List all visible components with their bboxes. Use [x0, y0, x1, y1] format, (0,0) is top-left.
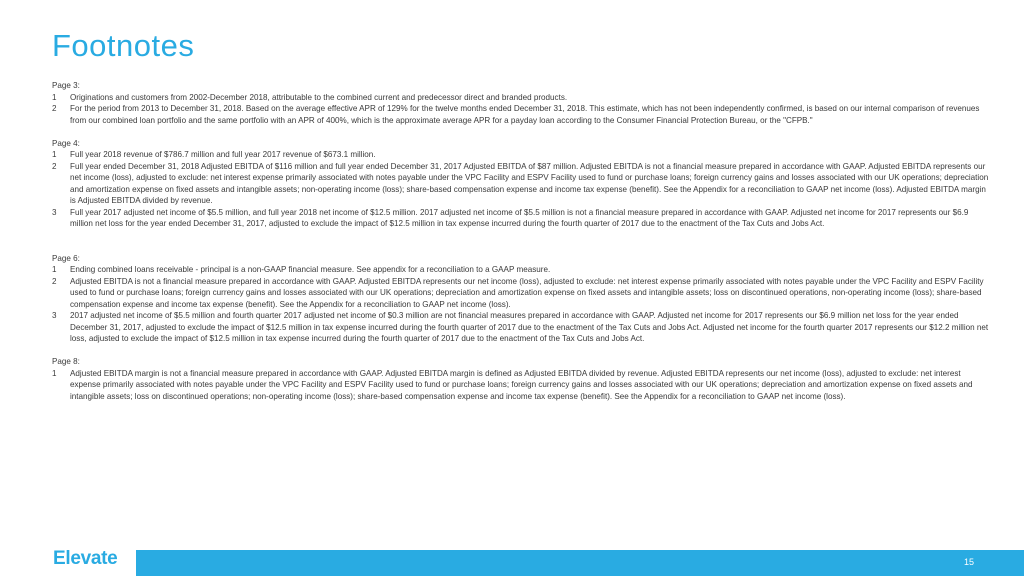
footnote-section-page-3: [52, 80, 992, 126]
footnote-text: Originations and customers from 2002-December 2018, attributable to the combined current and predecessor direct and branded products.: [70, 92, 568, 102]
footnote-item: [52, 368, 992, 403]
footnote-item: [52, 149, 992, 161]
footnote-number: 1: [52, 265, 57, 274]
footnote-text: For the period from 2013 to December 31, 2018. Based on the average effective APR of 129% for the twelve months ended December 31, 2018. This estimate, which has not been independently confirmed, is based on our internal comparison of revenues from our combined loan portfolio and the same portfolio with an APR of 400%, which is the approximate average APR for a payday loan according to the Consumer Financial Protection Bureau, or the "CFPB.": [70, 104, 980, 125]
footnote-item: [52, 207, 992, 230]
page-number: 15: [963, 557, 974, 567]
footnote-text: Ending combined loans receivable - principal is a non-GAAP financial measure. See appendix for a reconciliation to a GAAP measure.: [70, 265, 551, 274]
footnote-section-page-4: [52, 138, 992, 230]
footnote-number: 1: [52, 150, 57, 159]
footnote-text: Full year ended December 31, 2018 Adjusted EBITDA of $116 million and full year ended December 31, 2017 Adjusted EBITDA of $87 million. Adjusted EBITDA is not a financial measure prepared in accordance with GAAP. Adjusted EBITDA represents our net income (loss), adjusted to exclude: net interest expense primarily associated with notes payable under the VPC Facility and ESPV Facility used to fund or purchase loans; foreign currency gains and losses associated with our UK operations; depreciation and amortization expense on fixed assets and intangible assets; non-operating income (loss); share-based compensation expense and income tax expense (benefit). See the Appendix for a reconciliation to GAAP net income (loss). Adjusted EBITDA margin is Adjusted EBITDA divided by revenue.: [70, 161, 989, 205]
footnote-item: [52, 103, 992, 126]
footnote-number: 1: [52, 368, 57, 378]
footnote-number: 3: [52, 207, 57, 217]
footer-accent-panel: [136, 550, 1024, 576]
footnote-number: 2: [52, 161, 57, 171]
footnotes-body: [52, 80, 992, 402]
footnote-item: [52, 161, 992, 207]
footnote-number: 1: [52, 92, 57, 102]
footnote-text: Full year 2017 adjusted net income of $5.5 million, and full year 2018 net income of $12.5 million. 2017 adjusted net income of $5.5 million is not a financial measure prepared in accordance with GAAP. Adjusted net income for 2017 represents our $6.9 million net loss for the year ended December 31, 2017, adjusted to exclude the impact of $12.5 million in tax expense incurred during the fourth quarter of 2017 due to the enactment of the Tax Cuts and Jobs Act.: [70, 207, 969, 228]
page-title: Footnotes: [52, 28, 195, 63]
footnote-item: [52, 92, 992, 104]
footnote-section-page-6: [52, 253, 992, 345]
section-heading: Page 4:: [52, 138, 80, 148]
section-heading: Page 3:: [52, 81, 80, 90]
footnote-item: [52, 276, 992, 311]
footnote-number: 2: [52, 104, 57, 113]
footnote-number: 3: [52, 311, 57, 320]
footnote-item: [52, 264, 992, 276]
elevate-logo: Elevate: [53, 548, 118, 569]
footnote-text: 2017 adjusted net income of $5.5 million and fourth quarter 2017 adjusted net income of $0.3 million are not financial measures prepared in accordance with GAAP. Adjusted net income for 2017 represents our $6.9 million net loss for the year ended December 31, 2017, adjusted to exclude the impact of $12.5 million in tax expense incurred during the fourth quarter of 2017 due to the enactment of the Tax Cuts and Jobs Act. Adjusted net income for the fourth quarter 2017 represents our $12.2 million net loss, adjusted to exclude the impact of $12.5 million in tax expense incurred during the fourth quarter of 2017 due to the enactment of the Tax Cuts and Jobs Act.: [70, 311, 989, 343]
footnote-text: Adjusted EBITDA margin is not a financial measure prepared in accordance with GAAP. Adjusted EBITDA margin is defined as Adjusted EBITDA divided by revenue. Adjusted EBITDA represents our net income (loss), adjusted to exclude: net interest expense primarily associated with notes payable under the VPC Facility and ESPV Facility used to fund or purchase loans; foreign currency gains and losses associated with our UK operations; depreciation and amortization expense on fixed assets and intangible assets; loss on discontinued operations; non-operating income (loss); share-based compensation expense and income tax expense (benefit). See the Appendix for a reconciliation to GAAP net income (loss).: [70, 368, 973, 401]
section-heading: Page 6:: [52, 253, 80, 263]
footnote-text: Full year 2018 revenue of $786.7 million and full year 2017 revenue of $673.1 million.: [70, 150, 376, 159]
footnote-item: [52, 310, 992, 345]
footnote-section-page-8: [52, 356, 992, 402]
footnote-text: Adjusted EBITDA is not a financial measure prepared in accordance with GAAP. Adjusted EBITDA represents our net income (loss), adjusted to exclude: net interest expense primarily associated with notes payable under the VPC Facility and ESPV Facility used to fund or purchase loans; foreign currency gains and losses associated with our UK operations; depreciation and amortization expense on fixed assets and intangible assets; loss on discontinued operations, non-operating income (loss); share-based compensation expense and income tax expense (benefit). See the Appendix for a reconciliation to GAAP net income (loss).: [70, 276, 984, 309]
footnote-number: 2: [52, 276, 57, 286]
section-heading: Page 8:: [52, 357, 80, 366]
